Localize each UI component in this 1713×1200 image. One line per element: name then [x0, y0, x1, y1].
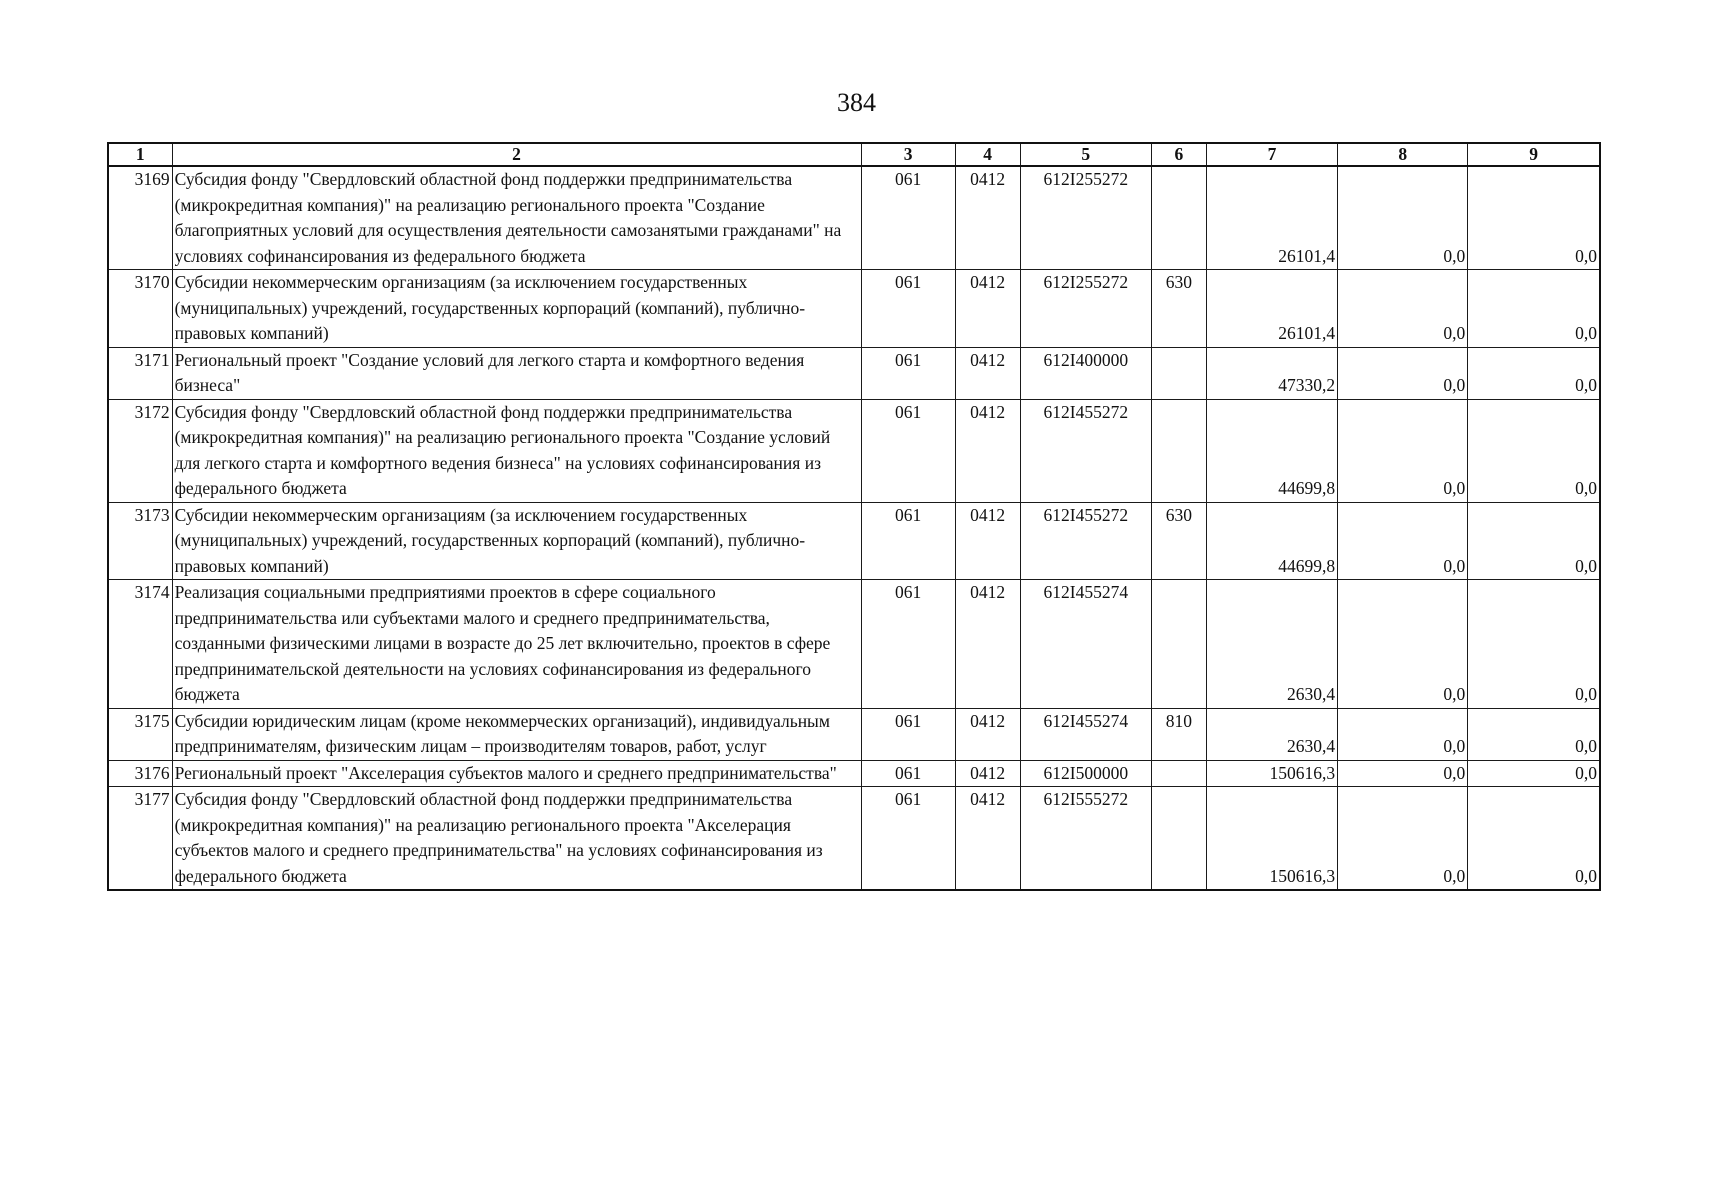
row-col-7: 150616,3 [1206, 787, 1337, 891]
row-col-9: 0,0 [1468, 787, 1600, 891]
row-col-3: 061 [861, 166, 955, 270]
row-description: Субсидии юридическим лицам (кроме некоммерческих организаций), индивидуальным предпринимателям, физическим лицам – производителям товаров, работ, услуг [172, 708, 861, 760]
row-col-3: 061 [861, 787, 955, 891]
row-number: 3175 [108, 708, 172, 760]
header-row [108, 143, 1600, 166]
row-col-8: 0,0 [1338, 580, 1468, 709]
row-col-3: 061 [861, 399, 955, 502]
header-col-6: 6 [1151, 143, 1206, 166]
row-col-8: 0,0 [1338, 760, 1468, 787]
header-col-9: 9 [1468, 143, 1600, 166]
row-col-6 [1151, 580, 1206, 709]
row-col-6: 810 [1151, 708, 1206, 760]
row-col-4: 0412 [955, 787, 1020, 891]
row-number: 3170 [108, 270, 172, 348]
row-col-6 [1151, 787, 1206, 891]
row-col-7: 2630,4 [1206, 580, 1337, 709]
row-col-7: 44699,8 [1206, 399, 1337, 502]
row-description: Региональный проект "Создание условий для легкого старта и комфортного ведения бизнеса" [172, 347, 861, 399]
row-col-4: 0412 [955, 580, 1020, 709]
row-col-9: 0,0 [1468, 580, 1600, 709]
row-col-8: 0,0 [1338, 270, 1468, 348]
row-col-3: 061 [861, 580, 955, 709]
row-number: 3177 [108, 787, 172, 891]
row-col-3: 061 [861, 347, 955, 399]
row-col-4: 0412 [955, 502, 1020, 580]
row-description: Субсидия фонду "Свердловский областной фонд поддержки предпринимательства (микрокредитная компания)" на реализацию регионального проекта "Акселерация субъектов малого и среднего предпринимательства" на условиях софинансирования из федерального бюджета [172, 787, 861, 891]
table-body [108, 166, 1600, 890]
row-col-3: 061 [861, 760, 955, 787]
row-col-8: 0,0 [1338, 347, 1468, 399]
header-col-2: 2 [172, 143, 861, 166]
row-col-9: 0,0 [1468, 708, 1600, 760]
row-col-4: 0412 [955, 708, 1020, 760]
table-row [108, 787, 1600, 891]
table-row [108, 270, 1600, 348]
row-col-5: 612I455274 [1020, 580, 1151, 709]
row-col-5: 612I255272 [1020, 270, 1151, 348]
row-col-6 [1151, 347, 1206, 399]
row-number: 3174 [108, 580, 172, 709]
row-col-9: 0,0 [1468, 399, 1600, 502]
table-row [108, 399, 1600, 502]
header-col-1: 1 [108, 143, 172, 166]
table-row [108, 760, 1600, 787]
table-row [108, 166, 1600, 270]
row-description: Региональный проект "Акселерация субъектов малого и среднего предпринимательства" [172, 760, 861, 787]
row-col-4: 0412 [955, 270, 1020, 348]
row-col-9: 0,0 [1468, 166, 1600, 270]
row-description: Субсидии некоммерческим организациям (за исключением государственных (муниципальных) учреждений, государственных корпораций (компаний), публично-правовых компаний) [172, 270, 861, 348]
row-col-8: 0,0 [1338, 502, 1468, 580]
row-col-6: 630 [1151, 270, 1206, 348]
row-col-7: 150616,3 [1206, 760, 1337, 787]
row-col-5: 612I455274 [1020, 708, 1151, 760]
row-col-6 [1151, 399, 1206, 502]
table-row [108, 502, 1600, 580]
row-col-4: 0412 [955, 399, 1020, 502]
row-col-6 [1151, 760, 1206, 787]
row-col-7: 2630,4 [1206, 708, 1337, 760]
row-col-4: 0412 [955, 347, 1020, 399]
header-col-7: 7 [1206, 143, 1337, 166]
row-col-5: 612I455272 [1020, 502, 1151, 580]
row-col-9: 0,0 [1468, 502, 1600, 580]
header-col-5: 5 [1020, 143, 1151, 166]
header-col-3: 3 [861, 143, 955, 166]
row-description: Субсидия фонду "Свердловский областной фонд поддержки предпринимательства (микрокредитная компания)" на реализацию регионального проекта "Создание условий для легкого старта и комфортного ведения бизнеса" на условиях софинансирования из федерального бюджета [172, 399, 861, 502]
row-col-3: 061 [861, 270, 955, 348]
row-number: 3173 [108, 502, 172, 580]
row-col-8: 0,0 [1338, 399, 1468, 502]
row-col-5: 612I500000 [1020, 760, 1151, 787]
row-col-5: 612I255272 [1020, 166, 1151, 270]
row-col-6: 630 [1151, 502, 1206, 580]
row-col-4: 0412 [955, 760, 1020, 787]
page-number: 384 [837, 88, 876, 117]
row-number: 3169 [108, 166, 172, 270]
row-col-5: 612I555272 [1020, 787, 1151, 891]
table-row [108, 708, 1600, 760]
row-number: 3172 [108, 399, 172, 502]
row-col-4: 0412 [955, 166, 1020, 270]
row-col-8: 0,0 [1338, 787, 1468, 891]
row-col-3: 061 [861, 502, 955, 580]
row-col-7: 26101,4 [1206, 166, 1337, 270]
table-row [108, 347, 1600, 399]
row-col-8: 0,0 [1338, 708, 1468, 760]
row-col-5: 612I455272 [1020, 399, 1151, 502]
row-description: Субсидия фонду "Свердловский областной фонд поддержки предпринимательства (микрокредитная компания)" на реализацию регионального проекта "Создание благоприятных условий для осуществления деятельности самозанятыми гражданами" на условиях софинансирования из федерального бюджета [172, 166, 861, 270]
row-description: Реализация социальными предприятиями проектов в сфере социального предпринимательства или субъектами малого и среднего предпринимательства, созданными физическими лицами в возрасте до 25 лет включительно, проектов в сфере предпринимательской деятельности на условиях софинансирования из федерального бюджета [172, 580, 861, 709]
row-number: 3171 [108, 347, 172, 399]
row-col-7: 47330,2 [1206, 347, 1337, 399]
row-col-8: 0,0 [1338, 166, 1468, 270]
row-col-9: 0,0 [1468, 347, 1600, 399]
row-col-9: 0,0 [1468, 760, 1600, 787]
row-col-3: 061 [861, 708, 955, 760]
row-col-6 [1151, 166, 1206, 270]
budget-table [107, 142, 1601, 891]
row-col-7: 26101,4 [1206, 270, 1337, 348]
row-col-5: 612I400000 [1020, 347, 1151, 399]
table-row [108, 580, 1600, 709]
row-col-9: 0,0 [1468, 270, 1600, 348]
row-number: 3176 [108, 760, 172, 787]
header-col-4: 4 [955, 143, 1020, 166]
row-description: Субсидии некоммерческим организациям (за исключением государственных (муниципальных) учреждений, государственных корпораций (компаний), публично-правовых компаний) [172, 502, 861, 580]
row-col-7: 44699,8 [1206, 502, 1337, 580]
header-col-8: 8 [1338, 143, 1468, 166]
